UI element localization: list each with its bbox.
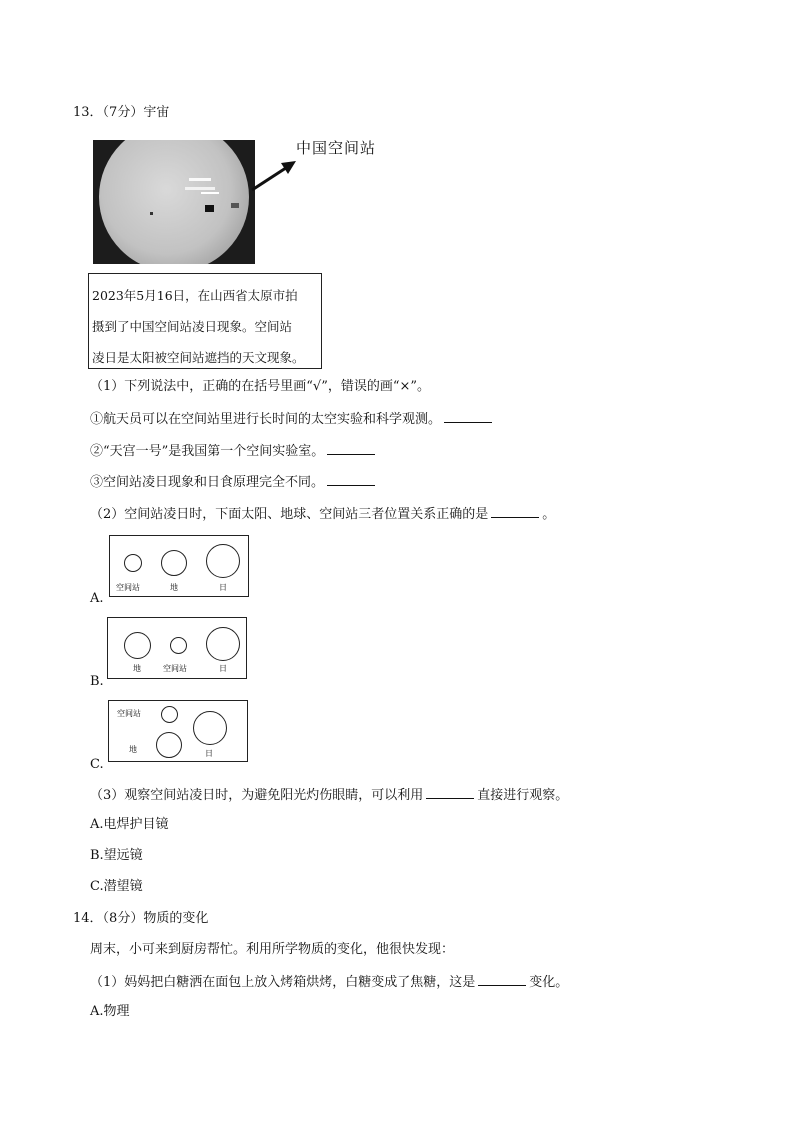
part3-prompt: （3）观察空间站凌日时，为避免阳光灼伤眼睛，可以利用 直接进行观察。 [90, 785, 568, 805]
diagram-label: 空间站 [116, 583, 140, 592]
diagram-label: 地 [133, 664, 141, 673]
q14-part1-option-a[interactable]: A.物理 [90, 1004, 130, 1019]
earth-circle [156, 732, 182, 758]
part3-option-c[interactable]: C.潜望镜 [90, 879, 143, 894]
caption-line: 2023年5月16日，在山西省太原市拍 [92, 288, 298, 303]
statement-1: ①航天员可以在空间站里进行长时间的太空实验和科学观测。 [90, 409, 495, 429]
answer-blank[interactable] [327, 472, 375, 486]
space-station-circle [170, 637, 187, 654]
part2-prompt: （2）空间站凌日时，下面太阳、地球、空间站三者位置关系正确的是 。 [90, 504, 555, 524]
sun-circle [193, 711, 227, 745]
diagram-label: 地 [129, 745, 137, 754]
photo-label: 中国空间站 [296, 139, 377, 157]
diagram-label: 空间站 [163, 664, 187, 673]
option-c-diagram[interactable] [108, 700, 248, 762]
q13-heading: 13．（7分）宇宙 [73, 105, 170, 120]
space-station-silhouette [205, 205, 214, 212]
part1-instruction: （1）下列说法中，正确的在括号里画“√”，错误的画“×”。 [90, 379, 431, 394]
statement-3: ③空间站凌日现象和日食原理完全不同。 [90, 472, 378, 492]
sun-transit-photo [93, 140, 255, 264]
answer-blank[interactable] [444, 409, 492, 423]
diagram-label: 地 [170, 583, 178, 592]
diagram-label: 日 [219, 583, 227, 592]
q14-part1-prompt: （1）妈妈把白糖洒在面包上放入烤箱烘烤，白糖变成了焦糖，这是 变化。 [90, 972, 568, 992]
statement-2: ②“天宫一号”是我国第一个空间实验室。 [90, 441, 378, 461]
diagram-label: 日 [205, 749, 213, 758]
option-b-diagram[interactable] [107, 617, 247, 679]
caption-line: 摄到了中国空间站凌日现象。空间站 [92, 319, 293, 334]
part3-option-b[interactable]: B.望远镜 [90, 848, 143, 863]
caption-box [88, 273, 322, 369]
sun-disc [99, 140, 249, 264]
space-station-circle [124, 554, 142, 572]
q14-heading: 14．（8分）物质的变化 [73, 911, 209, 926]
caption-line: 凌日是太阳被空间站遮挡的天文现象。 [92, 350, 305, 365]
sun-circle [206, 544, 240, 578]
sun-circle [206, 627, 240, 661]
diagram-label: 日 [219, 664, 227, 673]
part3-option-a[interactable]: A.电焊护目镜 [90, 817, 169, 832]
answer-blank[interactable] [426, 785, 474, 799]
answer-blank[interactable] [491, 504, 539, 518]
answer-blank[interactable] [478, 972, 526, 986]
diagram-label: 空间站 [117, 709, 141, 718]
option-c-letter[interactable]: C. [90, 757, 104, 772]
option-a-diagram[interactable] [109, 535, 249, 597]
answer-blank[interactable] [327, 441, 375, 455]
space-station-circle [161, 706, 178, 723]
earth-circle [161, 550, 187, 576]
arrow-icon [250, 150, 300, 195]
q14-intro: 周末，小可来到厨房帮忙。利用所学物质的变化，他很快发现： [90, 942, 455, 957]
option-a-letter[interactable]: A. [90, 591, 104, 606]
option-b-letter[interactable]: B. [90, 674, 104, 689]
earth-circle [124, 632, 151, 659]
